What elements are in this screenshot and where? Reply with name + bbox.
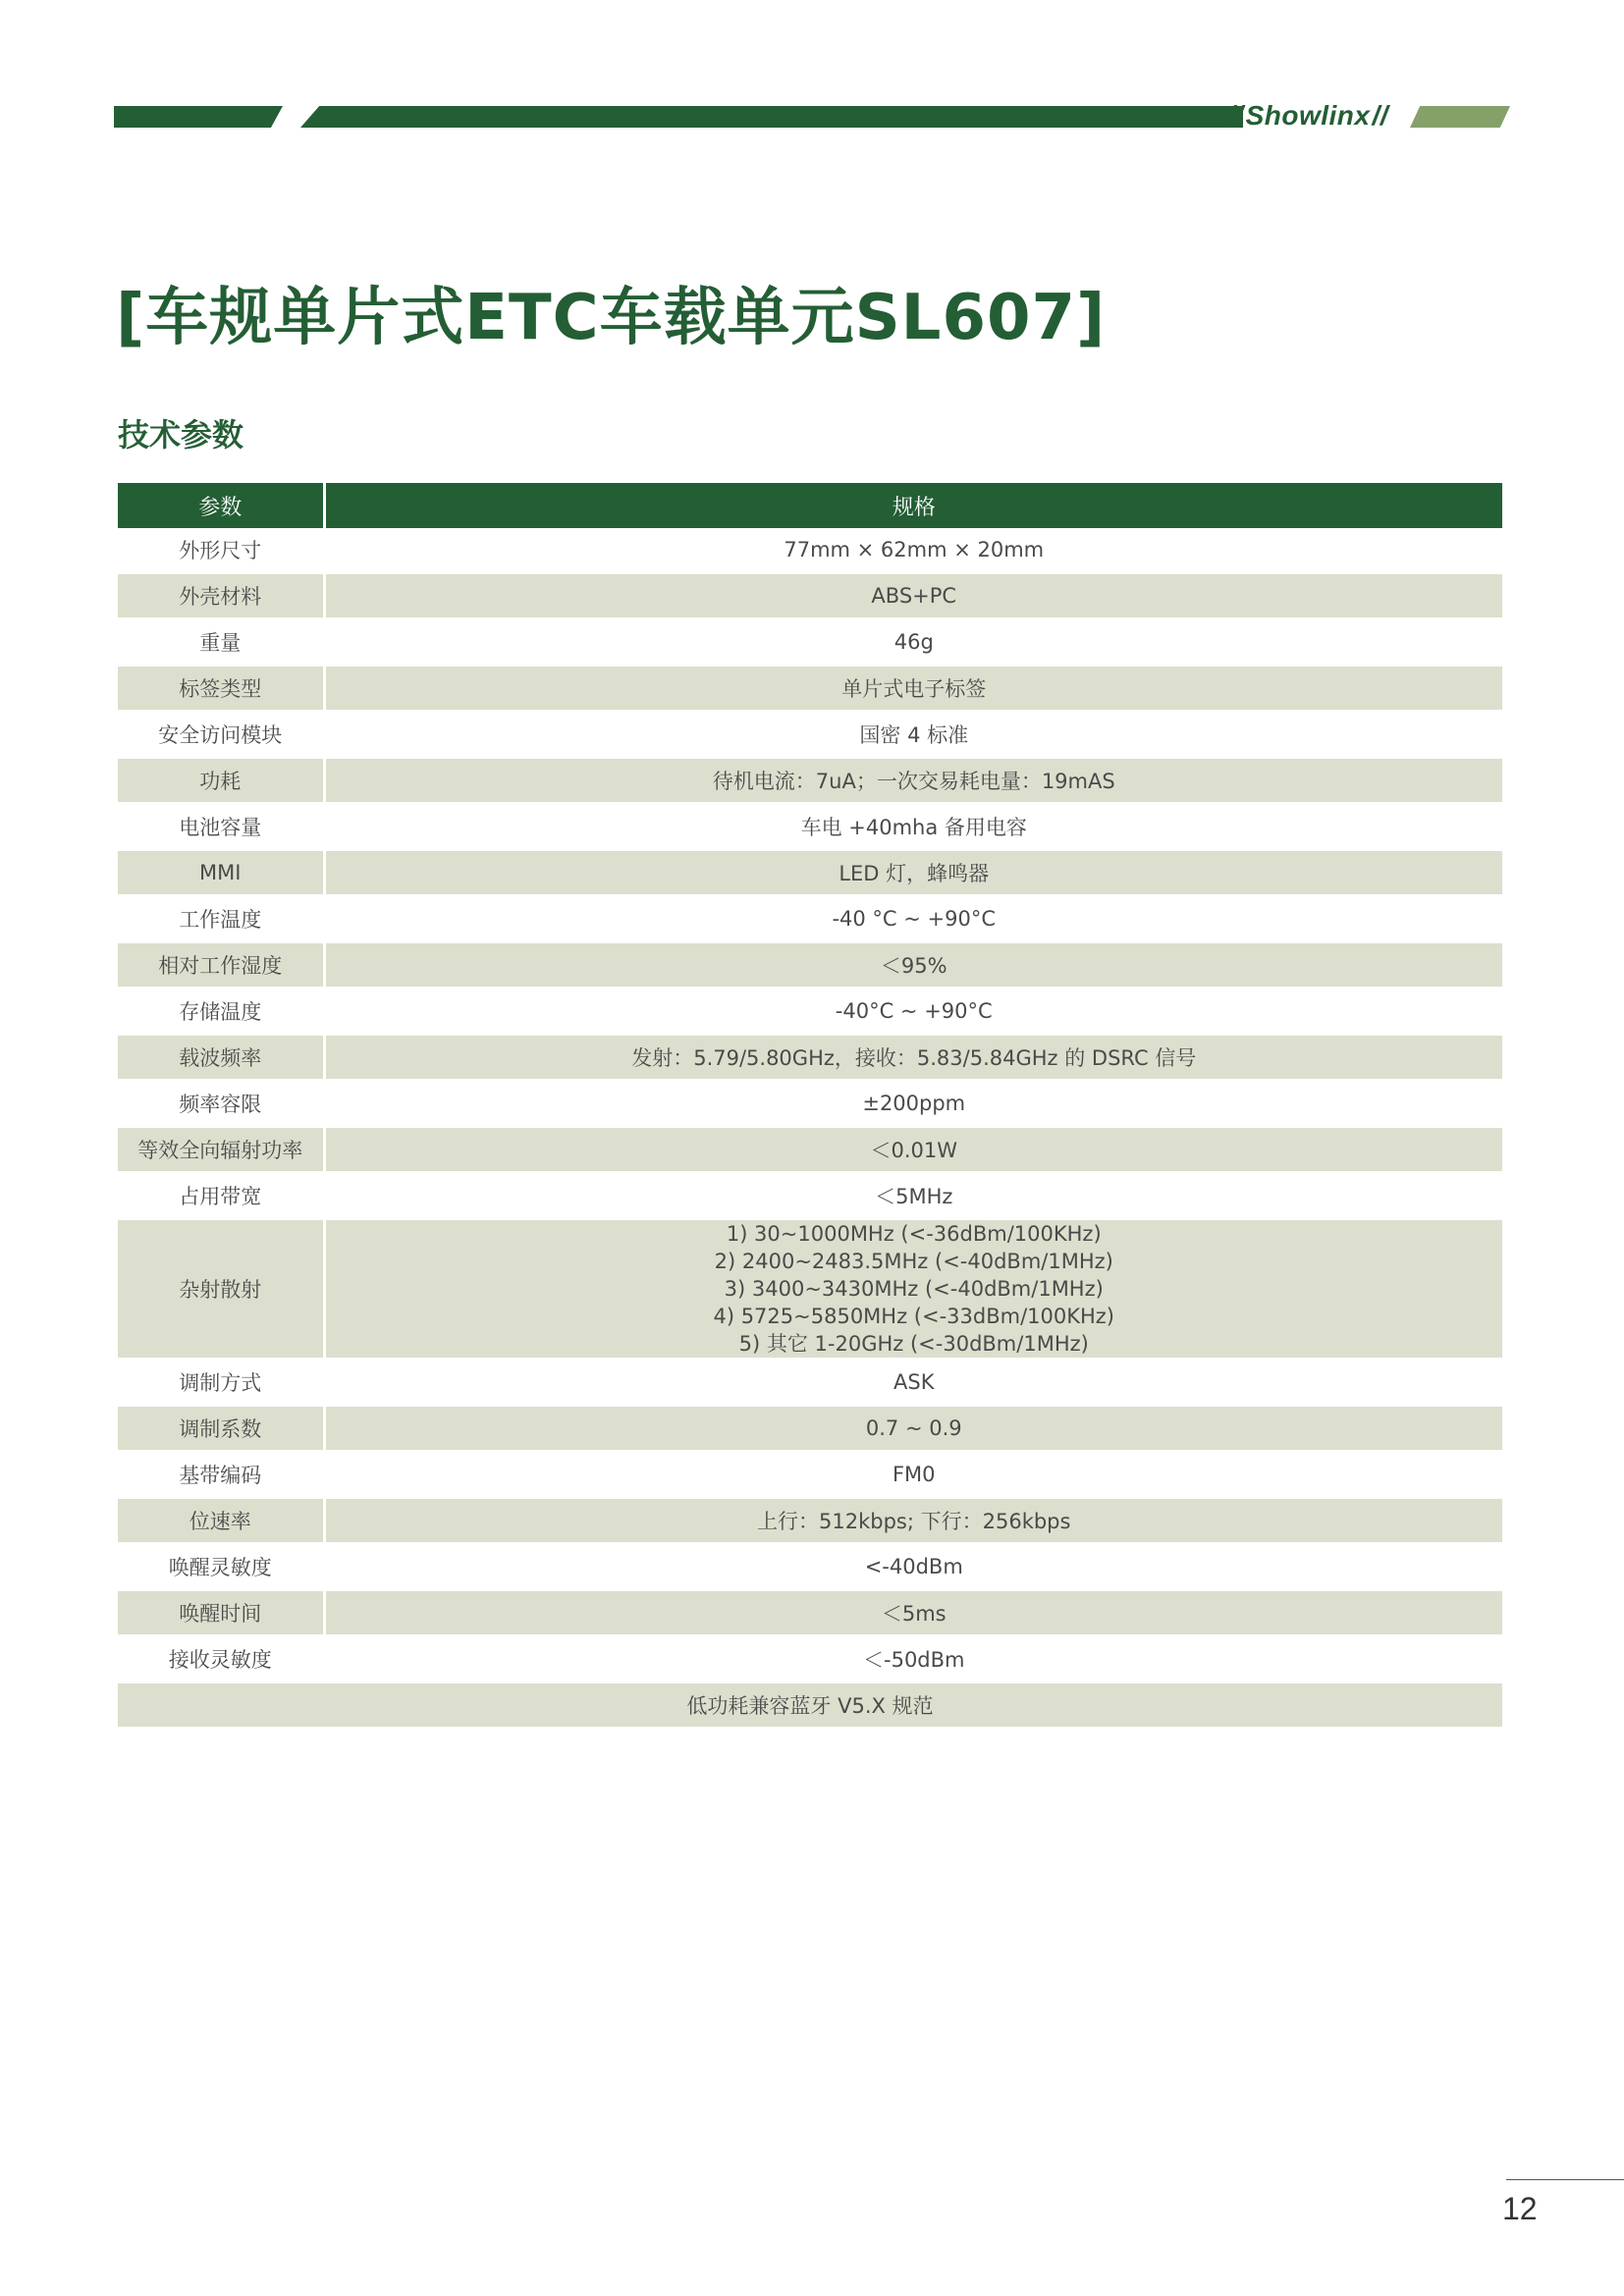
param-cell: 安全访问模块	[118, 712, 324, 758]
spec-cell: -40 °C ~ +90°C	[324, 896, 1502, 942]
param-cell: 电池容量	[118, 804, 324, 850]
param-cell: 调制系数	[118, 1406, 324, 1452]
spec-line: 2) 2400~2483.5MHz (<-40dBm/1MHz)	[714, 1250, 1113, 1273]
page-number-rule	[1506, 2179, 1624, 2180]
param-cell: 接收灵敏度	[118, 1636, 324, 1682]
spec-cell: 上行：512kbps; 下行：256kbps	[324, 1498, 1502, 1544]
param-cell: 标签类型	[118, 666, 324, 712]
param-cell: 唤醒灵敏度	[118, 1544, 324, 1590]
param-cell: 功耗	[118, 758, 324, 804]
spec-cell: 发射：5.79/5.80GHz，接收：5.83/5.84GHz 的 DSRC 信号	[324, 1035, 1502, 1081]
table-header-row	[118, 483, 1502, 528]
spec-line: 4) 5725~5850MHz (<-33dBm/100KHz)	[713, 1305, 1115, 1328]
table-row	[118, 1173, 1502, 1219]
table-row	[118, 942, 1502, 988]
table-row	[118, 1035, 1502, 1081]
spec-cell: ASK	[324, 1360, 1502, 1406]
param-cell: 外形尺寸	[118, 528, 324, 573]
spec-cell: -40°C ~ +90°C	[324, 988, 1502, 1035]
spec-cell: 单片式电子标签	[324, 666, 1502, 712]
spec-cell: ＜5ms	[324, 1590, 1502, 1636]
spec-cell: ＜-50dBm	[324, 1636, 1502, 1682]
param-cell: MMI	[118, 850, 324, 896]
table-row	[118, 1590, 1502, 1636]
table-row	[118, 758, 1502, 804]
param-cell: 载波频率	[118, 1035, 324, 1081]
spec-cell: 车电 +40mha 备用电容	[324, 804, 1502, 850]
table-row	[118, 1219, 1502, 1360]
table-row	[118, 850, 1502, 896]
spec-cell: ±200ppm	[324, 1081, 1502, 1127]
param-cell: 基带编码	[118, 1452, 324, 1498]
table-row	[118, 1452, 1502, 1498]
spec-cell: FM0	[324, 1452, 1502, 1498]
param-cell: 存储温度	[118, 988, 324, 1035]
param-cell: 杂射散射	[118, 1219, 324, 1360]
spec-cell: 77mm × 62mm × 20mm	[324, 528, 1502, 573]
table-row	[118, 1081, 1502, 1127]
param-cell: 唤醒时间	[118, 1590, 324, 1636]
table-row	[118, 804, 1502, 850]
spec-line: 3) 3400~3430MHz (<-40dBm/1MHz)	[724, 1277, 1104, 1301]
param-cell: 占用带宽	[118, 1173, 324, 1219]
param-cell: 重量	[118, 619, 324, 666]
param-cell: 位速率	[118, 1498, 324, 1544]
param-cell: 相对工作湿度	[118, 942, 324, 988]
brand-name: Showlinx	[1245, 100, 1371, 131]
spec-line: 1) 30~1000MHz (<-36dBm/100KHz)	[726, 1222, 1102, 1246]
brand-slash-left: //	[1227, 100, 1244, 131]
param-cell: 外壳材料	[118, 573, 324, 619]
param-cell: 等效全向辐射功率	[118, 1127, 324, 1173]
spec-table	[118, 483, 1502, 1730]
spec-cell: ＜0.01W	[324, 1127, 1502, 1173]
header-band-accent	[1410, 106, 1510, 128]
header-band-main	[300, 106, 1243, 128]
param-cell: 调制方式	[118, 1360, 324, 1406]
table-row	[118, 619, 1502, 666]
table-row	[118, 988, 1502, 1035]
table-row	[118, 1406, 1502, 1452]
table-row	[118, 896, 1502, 942]
spec-line: 5) 其它 1-20GHz (<-30dBm/1MHz)	[738, 1332, 1089, 1356]
section-title: 技术参数	[118, 416, 244, 454]
page-number: 12	[1502, 2191, 1538, 2226]
spec-cell: 待机电流：7uA；一次交易耗电量：19mAS	[324, 758, 1502, 804]
header-band-left	[114, 106, 283, 128]
spec-cell: ＜5MHz	[324, 1173, 1502, 1219]
brand-logo	[1227, 100, 1388, 132]
table-row	[118, 712, 1502, 758]
page-title: [车规单片式ETC车载单元SL607]	[116, 282, 1107, 354]
table-row	[118, 1544, 1502, 1590]
spec-cell	[324, 1219, 1502, 1360]
spec-cell: ABS+PC	[324, 573, 1502, 619]
spec-cell: 国密 4 标准	[324, 712, 1502, 758]
param-cell: 工作温度	[118, 896, 324, 942]
spec-cell: 0.7 ~ 0.9	[324, 1406, 1502, 1452]
table-row	[118, 573, 1502, 619]
header-spec: 规格	[324, 483, 1502, 528]
spec-cell: <-40dBm	[324, 1544, 1502, 1590]
table-footer-row	[118, 1682, 1502, 1729]
table-row	[118, 528, 1502, 573]
param-cell: 频率容限	[118, 1081, 324, 1127]
table-row	[118, 1127, 1502, 1173]
table-row	[118, 1498, 1502, 1544]
spec-cell: ＜95%	[324, 942, 1502, 988]
spec-cell: 46g	[324, 619, 1502, 666]
footer-cell: 低功耗兼容蓝牙 V5.X 规范	[118, 1682, 1502, 1729]
table-row	[118, 1636, 1502, 1682]
header-param: 参数	[118, 483, 324, 528]
table-row	[118, 666, 1502, 712]
spec-cell: LED 灯，蜂鸣器	[324, 850, 1502, 896]
table-row	[118, 1360, 1502, 1406]
brand-slash-right: //	[1372, 100, 1389, 131]
